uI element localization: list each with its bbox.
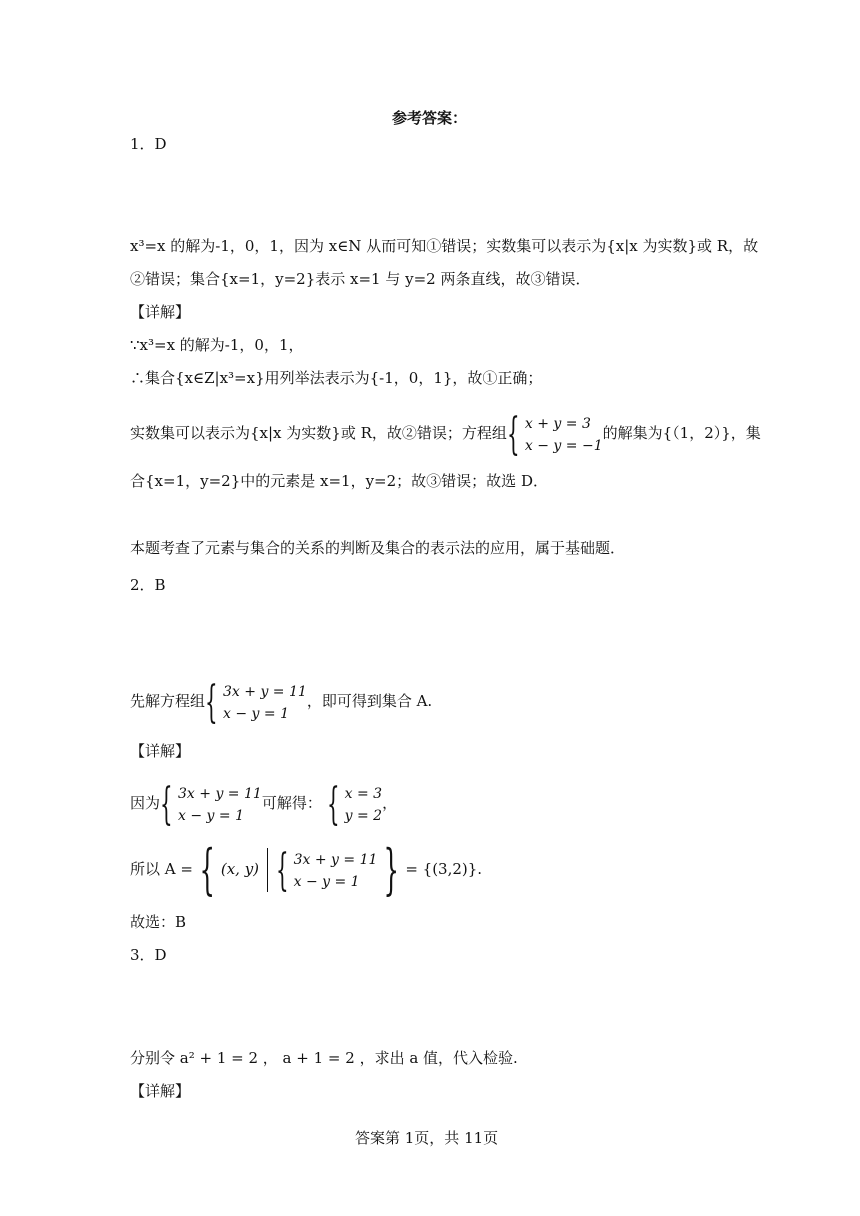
brace-icon: { (326, 779, 340, 830)
left-brace-icon: { (199, 838, 215, 901)
q2-sol2: y = 2 (344, 808, 383, 824)
q2-analysis-post: ，即可得到集合 A. (306, 692, 433, 710)
q3-detail-label: 【详解】 (130, 1082, 191, 1100)
q2-analysis (130, 676, 432, 727)
q2-eq2: x − y = 1 (223, 706, 289, 722)
q1-detail-line2: ∴集合{x∈Z|x³=x}用列举法表示为{-1，0，1}，故①正确； (130, 369, 543, 387)
q2-detail-line1 (130, 778, 397, 829)
q2-set-eq1: 3x + y = 11 (293, 852, 378, 868)
q1-detail-line3-post: 的解集为{（1，2）}，集 (602, 424, 761, 442)
q2-choice: 故选：B (130, 913, 187, 931)
q2-detail-line2-post: = {(3,2)}. (405, 860, 483, 878)
q1-analysis-line2: ②错误；集合{x=1，y=2}表示 x=1 与 y=2 两条直线，故③错误． (130, 270, 591, 288)
q1-detail-line1: ∵x³=x 的解为-1，0，1， (130, 336, 304, 354)
brace-icon: { (506, 409, 520, 460)
q2-detail-eq1: 3x + y = 11 (178, 786, 262, 802)
brace-icon: { (160, 779, 173, 830)
q3-answer: 3．D (130, 946, 167, 964)
q2-analysis-pre: 先解方程组 (130, 692, 206, 710)
q3-analysis: 分别令 a² + 1 = 2 ， a + 1 = 2 ，求出 a 值，代入检验. (130, 1049, 518, 1067)
q1-eq1: x + y = 3 (524, 416, 591, 432)
q2-detail-line2 (130, 838, 483, 901)
page-title: 参考答案： (392, 109, 468, 127)
q2-set-variable: (x, y) (220, 860, 260, 878)
q2-detail-label: 【详解】 (130, 742, 191, 760)
q2-detail-line2-pre: 所以 A = (130, 860, 193, 878)
q1-analysis-line1: x³=x 的解为-1，0，1，因为 x∈N 从而可知①错误；实数集可以表示为{x|x 为实数}或 R，故 (130, 237, 759, 255)
brace-icon: { (275, 845, 289, 896)
q1-detail-line3 (130, 408, 761, 459)
page-footer: 答案第 1页，共 11页 (355, 1129, 499, 1147)
q2-answer: 2．B (130, 576, 166, 594)
q1-detail-line4: 合{x=1，y=2}中的元素是 x=1，y=2；故③错误；故选 D． (130, 472, 548, 490)
set-divider-icon (267, 848, 268, 892)
q2-sol1: x = 3 (344, 786, 383, 802)
q1-eq2: x − y = −1 (524, 438, 603, 454)
q1-detail-line3-pre: 实数集可以表示为{x|x 为实数}或 R，故②错误；方程组 (130, 424, 507, 442)
q2-solution-system (327, 779, 382, 829)
q2-detail-line1-mid: 可解得： (261, 794, 322, 812)
q2-detail-eq2: x − y = 1 (178, 808, 244, 824)
right-brace-icon: } (383, 838, 400, 901)
q2-detail-line1-pre: 因为 (130, 794, 161, 812)
q1-comment: 本题考查了元素与集合的关系的判断及集合的表示法的应用，属于基础题． (130, 539, 626, 557)
q2-detail-line1-post: ， (382, 794, 398, 812)
q1-answer: 1．D (130, 135, 167, 153)
q1-equation-system (507, 409, 603, 459)
q2-set-condition (276, 843, 378, 897)
q2-equation-system (205, 677, 307, 727)
q2-set-eq2: x − y = 1 (293, 874, 360, 890)
q2-eq1: 3x + y = 11 (223, 684, 307, 700)
brace-icon: { (205, 677, 218, 728)
q2-detail-equation-system (160, 779, 262, 829)
q1-detail-label: 【详解】 (130, 303, 191, 321)
